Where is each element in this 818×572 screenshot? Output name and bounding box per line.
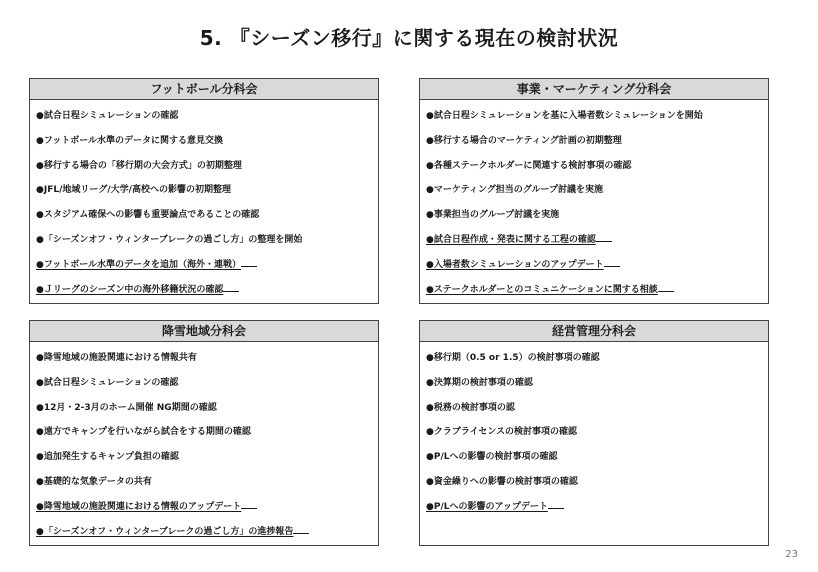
underline-extension: [596, 228, 612, 242]
list-item-text: ●試合日程シミュレーションの確認: [36, 377, 179, 388]
list-item: [426, 154, 762, 179]
list-item-text: ●追加発生するキャンプ負担の確認: [36, 452, 179, 463]
list-item: [36, 495, 372, 520]
list-item: [36, 104, 372, 129]
panel-header: 事業・マーケティング分科会: [420, 79, 768, 100]
page-number: 23: [785, 549, 798, 560]
list-item-text: ●決算期の検討事項の確認: [426, 377, 533, 388]
list-item-text: ●フットボール水準のデータに関する意見交換: [36, 135, 224, 146]
list-item: [426, 129, 762, 154]
list-item-text: ●フットボール水準のデータを追加（海外・連戦）: [36, 259, 242, 270]
list-item: [426, 104, 762, 129]
list-item-text: ●資金繰りへの影響の検討事項の確認: [426, 476, 578, 487]
panel-football: [29, 78, 379, 304]
page-title: 5. 『シーズン移行』に関する現在の検討状況: [199, 26, 619, 50]
list-item-text: ●Ｊリーグのシーズン中の海外移籍状況の確認: [36, 284, 224, 295]
list-item-text: ●移行期（0.5 or 1.5）の検討事項の確認: [426, 353, 600, 363]
list-item-text: ●移行する場合のマーケティング計画の初期整理: [426, 135, 622, 146]
panel-business-marketing: [419, 78, 769, 304]
list-item-text: ●マーケティング担当のグループ討議を実施: [426, 185, 604, 196]
list-item-text: ●基礎的な気象データの共有: [36, 476, 152, 487]
panel-header: フットボール分科会: [30, 79, 378, 100]
list-item: [36, 396, 372, 421]
list-item: [36, 203, 372, 228]
panel-body: [420, 100, 768, 302]
list-item: [426, 445, 762, 470]
list-item-text: ●試合日程シミュレーションを基に入場者数シミュレーションを開始: [426, 111, 703, 121]
list-item-text: ●各種ステークホルダーに関連する検討事項の確認: [426, 160, 632, 171]
list-item-text: ●入場者数シミュレーションのアップデート: [426, 259, 604, 270]
list-item: [36, 129, 372, 154]
panel-body: [30, 100, 378, 302]
list-item-text: ●遠方でキャンプを行いながら試合をする期間の確認: [36, 427, 251, 438]
list-item: [426, 495, 762, 520]
panel-body: [30, 342, 378, 544]
list-item-text: ●降雪地域の施設関連における情報のアップデート: [36, 501, 242, 512]
list-item-text: ●降雪地域の施設関連における情報共有: [36, 353, 197, 363]
panel-body: [420, 342, 768, 520]
underline-extension: [658, 278, 674, 292]
list-item: [36, 178, 372, 203]
list-item-text: ●試合日程作成・発表に関する工程の確認: [426, 234, 596, 245]
list-item-text: ●ステークホルダーとのコミュニケーションに関する相談: [426, 284, 658, 295]
list-item-text: ●P/Lへの影響の検討事項の確認: [426, 452, 558, 463]
list-item-text: ●クラブライセンスの検討事項の確認: [426, 427, 578, 438]
list-item: [426, 178, 762, 203]
list-item: [36, 445, 372, 470]
underline-extension: [241, 495, 257, 509]
list-item-text: ●JFL/地域リーグ/大学/高校への影響の初期整理: [36, 185, 231, 196]
underline-extension: [223, 278, 239, 292]
list-item: [426, 420, 762, 445]
list-item: [36, 371, 372, 396]
list-item-text: ●移行する場合の「移行期の大会方式」の初期整理: [36, 160, 242, 171]
list-item: [426, 203, 762, 228]
list-item-text: ●「シーズンオフ・ウィンターブレークの過ごし方」の整理を開始: [36, 234, 303, 245]
list-item: [426, 371, 762, 396]
list-item-text: ●税務の検討事項の認: [426, 402, 515, 413]
list-item-text: ●事業担当のグループ討議を実施: [426, 210, 560, 221]
panel-management: [419, 320, 769, 546]
panel-snow-region: [29, 320, 379, 546]
panel-header: 経営管理分科会: [420, 321, 768, 342]
list-item: [426, 228, 762, 253]
list-item: [426, 253, 762, 278]
underline-extension: [604, 253, 620, 267]
list-item: [36, 420, 372, 445]
underline-extension: [241, 253, 257, 267]
list-item: [36, 253, 372, 278]
list-item-text: ●スタジアム確保への影響も重要論点であることの確認: [36, 210, 260, 221]
list-item: [36, 278, 372, 303]
list-item: [36, 228, 372, 253]
list-item-text: ●P/Lへの影響のアップデート: [426, 501, 548, 512]
list-item: [36, 154, 372, 179]
list-item: [36, 520, 372, 545]
list-item-text: ●12月・2-3月のホーム開催 NG期間の確認: [36, 402, 217, 413]
list-item: [426, 346, 762, 371]
list-item-text: ●「シーズンオフ・ウィンターブレークの過ごし方」の進捗報告: [36, 526, 294, 537]
list-item: [36, 346, 372, 371]
list-item: [426, 278, 762, 303]
list-item: [426, 470, 762, 495]
list-item: [426, 396, 762, 421]
panel-header: 降雪地域分科会: [30, 321, 378, 342]
list-item: [36, 470, 372, 495]
underline-extension: [548, 495, 564, 509]
underline-extension: [293, 520, 309, 534]
list-item-text: ●試合日程シミュレーションの確認: [36, 111, 179, 121]
